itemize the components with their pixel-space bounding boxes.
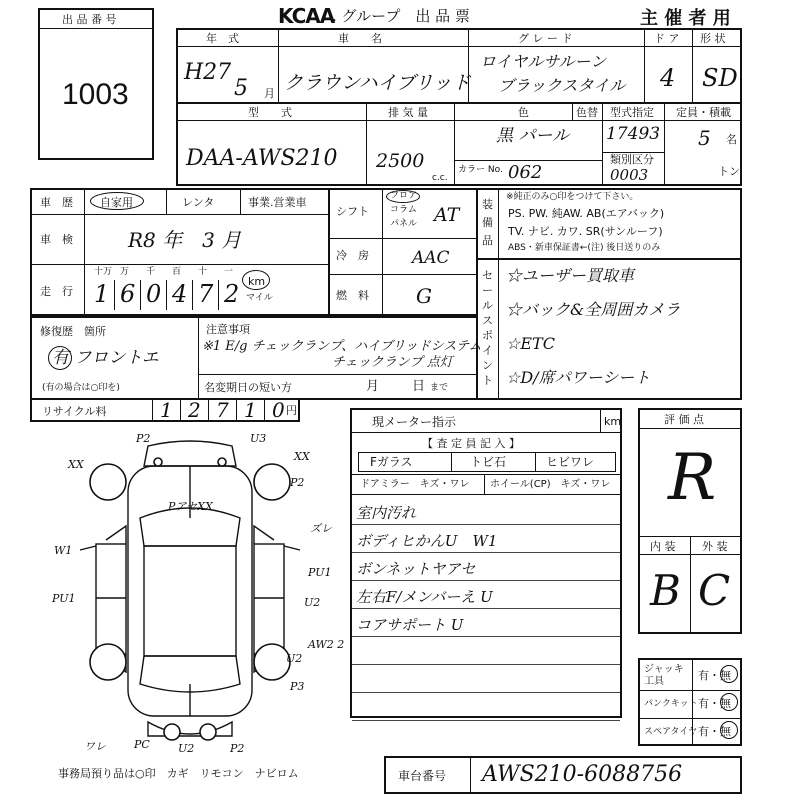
color-code-label: カラー No.: [458, 165, 503, 175]
inspector-block: [350, 408, 622, 718]
inspector-note-4: 左右F/メンバーえ U: [356, 588, 493, 606]
inspector-note-3: ボンネットヤアセ: [356, 560, 476, 578]
meter-unit: km: [604, 415, 622, 428]
history-own-circle: [90, 192, 144, 210]
mark-roof-pase: PアセXX: [168, 500, 213, 513]
sales-point-4: ☆D/席パワーシート: [506, 368, 651, 387]
class-value: 0003: [610, 166, 649, 184]
mileage-digit-label: 万: [120, 267, 130, 277]
model-value: DAA-AWS210: [186, 146, 338, 171]
spare-yes-no: 有・無: [698, 725, 731, 738]
mark-rear-p3: P3: [290, 680, 305, 693]
recycle-digit: 0: [272, 398, 285, 422]
name-label: 車 名: [338, 32, 382, 45]
inspector-note-2: ボディヒかんU W1: [356, 532, 498, 550]
spare-no-circle: [720, 721, 738, 739]
inspector-note-1: 室内汚れ: [356, 504, 417, 522]
equipment-note: ※純正のみ○印をつけて下さい。: [506, 192, 639, 202]
year-label: 年 式: [206, 32, 239, 45]
exterior-label: 外 装: [702, 540, 728, 553]
sales-point-3: ☆ETC: [506, 334, 555, 353]
model-label: 型 式: [248, 106, 292, 119]
recycle-unit: 円: [286, 404, 297, 417]
shift-floor: フロア: [390, 191, 418, 201]
caution-label: 注意事項: [206, 323, 250, 336]
repair-circle: [48, 346, 72, 370]
puncture-label: パンクキット: [644, 699, 698, 709]
history-own: 自家用: [100, 196, 133, 209]
mark-right-xx: XX: [294, 450, 310, 463]
evaluation-label: 評 価 点: [664, 413, 704, 426]
sales-point-2: ☆バック&全周囲カメラ: [506, 300, 681, 319]
evaluation-block: [638, 408, 742, 634]
mark-right-p2: P2: [290, 476, 305, 489]
mileage-digit: 1: [94, 280, 110, 308]
sales-point-label: セールスポイント: [482, 269, 493, 387]
mark-front-p2: P2: [136, 432, 151, 445]
color-label: 色: [518, 106, 529, 119]
car-name-value: クラウンハイブリッド: [284, 72, 471, 94]
exterior-score: C: [698, 566, 731, 615]
equipment-block: [476, 188, 742, 260]
mileage-digit-label: 千: [146, 267, 156, 277]
form-title: . グループ 出 品 票: [332, 7, 470, 25]
crack-label: ヒビワレ: [546, 455, 595, 469]
equipment-line-1: PS. PW. 純AW. AB(エアバック): [508, 207, 665, 220]
lot-number-box: [38, 8, 154, 160]
mark-right-u2: U2: [304, 596, 321, 609]
mark-rear-u2: U2: [286, 652, 303, 665]
shift-ac-fuel-block: [328, 188, 478, 316]
mileage-digit-label: 百: [172, 267, 182, 277]
equipment-line-2: TV. ナビ. カワ. SR(サンルーフ): [508, 225, 663, 238]
recycle-digit: 1: [244, 398, 257, 422]
mark-left-w1: W1: [54, 544, 73, 557]
interior-score: B: [650, 566, 681, 615]
name-change-label: 名変期日の短い方: [204, 381, 292, 394]
lot-number: 1003: [62, 78, 129, 111]
type-spec-value: 17493: [606, 124, 661, 144]
displacement-value: 2500: [376, 150, 425, 172]
interior-label: 内 装: [650, 540, 676, 553]
mileage-digit: 7: [198, 280, 214, 308]
recycle-fee-block: [30, 398, 300, 422]
shape-label: 形 状: [700, 32, 726, 45]
mark-right-pu1: PU1: [308, 566, 332, 579]
ac-label: 冷 房: [336, 249, 369, 262]
month-value: 5: [234, 76, 248, 101]
jack-no-circle: [720, 665, 738, 683]
mileage-km-circle: [242, 270, 270, 290]
equipment-line-3: ABS・新車保証書←(注) 後日送りのみ: [508, 243, 661, 253]
stone-label: トビ石: [470, 455, 507, 469]
evaluation-score: R: [668, 441, 717, 515]
history-label: 車 歴: [40, 196, 73, 209]
recycle-digit: 7: [216, 398, 229, 422]
mark-front-u3: U3: [250, 432, 267, 445]
mileage-digit-label: 十: [198, 267, 208, 277]
caution-line-2: チェックランプ 点灯: [332, 355, 453, 370]
recycle-label: リサイクル料: [42, 405, 107, 418]
meter-label: 現メーター指示: [372, 415, 457, 429]
mark-rear-u2b: U2: [178, 742, 195, 755]
repair-note: (有の場合は○印を): [42, 383, 120, 393]
jack-label: ジャッキ工具: [644, 664, 684, 687]
mark-rear-ware: ワレ: [84, 740, 106, 753]
puncture-no-circle: [720, 693, 738, 711]
mark-rear-pc: PC: [134, 738, 150, 751]
ac-value: AAC: [412, 248, 450, 268]
wheel-label: ホイール(CP) キズ・ワレ: [490, 479, 611, 490]
shift-floor-circle: [386, 190, 420, 203]
jack-yes-no: 有・無: [698, 669, 731, 682]
chassis-label: 車台番号: [398, 769, 447, 783]
shift-label: シフト: [336, 205, 369, 218]
name-change-made: まで: [430, 383, 449, 393]
doors-label: ド ア: [654, 32, 680, 45]
inspection-value: R8 年 3 月: [128, 228, 242, 252]
month-unit: 月: [264, 87, 275, 100]
repair-value: 有 フロントエ: [52, 348, 159, 368]
mark-left-xx: XX: [68, 458, 84, 471]
displacement-label: 排 気 量: [388, 106, 428, 119]
mirror-label: ドアミラー キズ・ワレ: [360, 479, 470, 490]
mark-left-pu1: PU1: [52, 592, 76, 605]
shift-panel: パネル: [390, 219, 418, 229]
lot-label: 出 品 番 号: [62, 13, 117, 26]
shift-value: AT: [434, 204, 460, 226]
doors-value: 4: [660, 64, 676, 92]
chassis-block: [384, 756, 742, 794]
inspector-label: 【 査 定 員 記 入 】: [422, 437, 520, 450]
shape-value: SD: [702, 64, 738, 92]
glass-label: Fガラス: [370, 455, 413, 469]
spare-label: スペアタイヤ: [644, 727, 698, 737]
mileage-km-unit: km: [248, 275, 266, 288]
cc-unit: c.c.: [432, 173, 448, 183]
history-rental: レンタ: [182, 196, 215, 209]
tools-block: [638, 658, 742, 746]
equipment-label: 装備品: [482, 198, 493, 247]
repair-caution-block: [30, 316, 482, 400]
mileage-digit-label: 十万: [94, 267, 113, 277]
grade-value-2: ブラックスタイル: [498, 76, 626, 95]
vehicle-history-block: [30, 188, 330, 316]
brand-logo: KCAA: [278, 4, 335, 28]
repair-label: 修復歴 箇所: [40, 325, 106, 338]
row-basic-info: [176, 28, 742, 104]
shift-column: コラム: [390, 205, 417, 215]
fuel-value: G: [416, 284, 432, 308]
grade-value-1: ロイヤルサルーン: [480, 52, 607, 71]
capacity-label: 定員・積載: [676, 106, 731, 119]
recycle-digit: 2: [188, 398, 201, 422]
row-model-info: [176, 102, 742, 186]
color-code-value: 062: [508, 162, 543, 183]
mileage-digit: 2: [224, 280, 240, 308]
name-change-day: 日: [412, 379, 426, 394]
sales-point-1: ☆ユーザー買取車: [506, 266, 635, 285]
office-note: 事務局預り品は○印 カギ リモコン ナビロム: [58, 767, 299, 780]
mileage-digit: 0: [146, 280, 162, 308]
mileage-digit: 6: [120, 280, 136, 308]
mileage-mile-unit: マイル: [246, 293, 273, 303]
ton-unit: トン: [718, 165, 740, 178]
chassis-number: AWS210-6088756: [482, 762, 683, 787]
fuel-label: 燃 料: [336, 289, 369, 302]
caution-line-1: ※1 E/g チェックランプ、ハイブリッドシステム: [202, 339, 482, 354]
vehicle-damage-diagram: [40, 426, 345, 756]
color-value: 黒 パール: [496, 126, 570, 146]
organizer-label: 主 催 者 用: [640, 8, 731, 29]
puncture-yes-no: 有・無: [698, 697, 731, 710]
history-business: 事業.営業車: [248, 196, 307, 209]
year-value: H27: [184, 60, 232, 85]
capacity-value: 5: [698, 126, 711, 150]
mileage-digit: 4: [172, 280, 188, 308]
type-spec-label: 型式指定: [610, 106, 654, 119]
color-change-label: 色替: [576, 106, 598, 119]
mark-right-zure: ズレ: [310, 522, 332, 535]
class-label: 類別区分: [610, 153, 654, 166]
grade-label: グ レ ー ド: [518, 32, 573, 45]
mark-right-aw2: AW2 2: [308, 638, 345, 651]
mileage-label: 走 行: [40, 285, 73, 298]
sales-point-block: [476, 258, 742, 400]
mileage-digit-label: 一: [224, 267, 234, 277]
recycle-digit: 1: [160, 398, 173, 422]
inspector-note-5: コアサポート U: [356, 616, 464, 634]
mark-rear-p2: P2: [230, 742, 245, 755]
inspection-label: 車 検: [40, 233, 73, 246]
capacity-unit: 名: [726, 133, 737, 146]
name-change-month: 月: [366, 379, 380, 394]
